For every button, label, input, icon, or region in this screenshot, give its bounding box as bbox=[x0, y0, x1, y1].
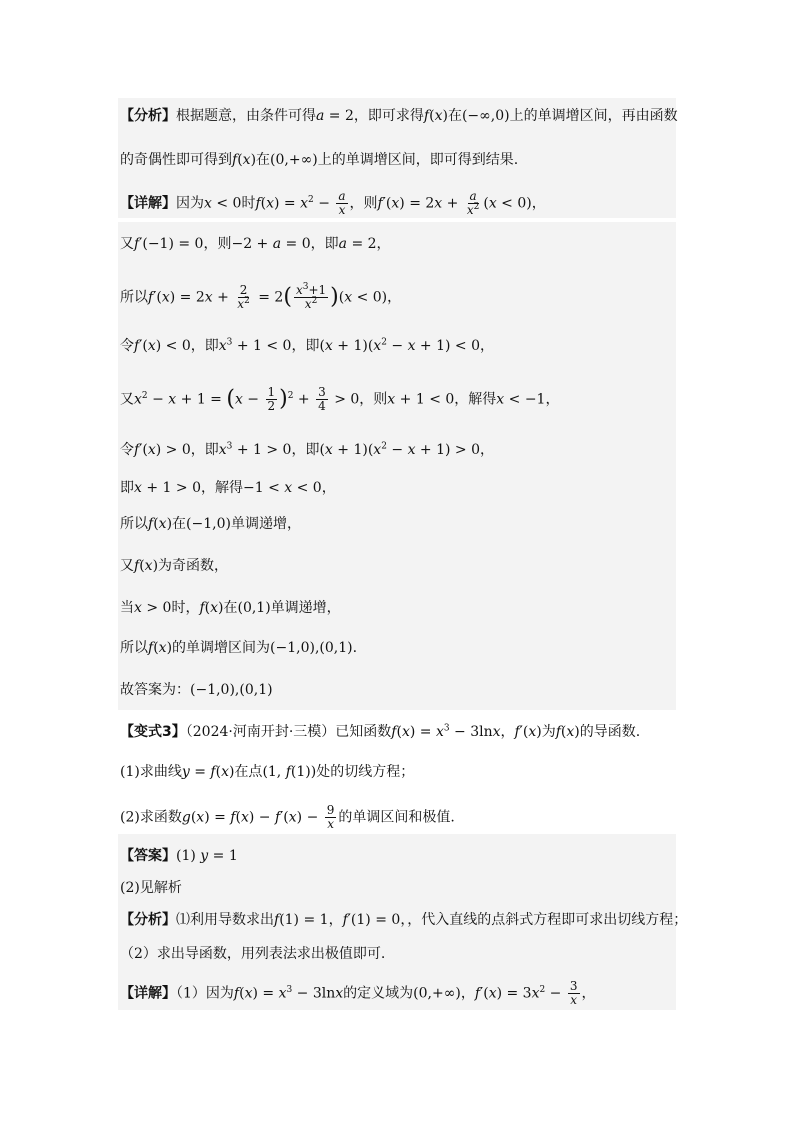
question-text: 的单调区间和极值. bbox=[338, 809, 455, 826]
step-text: 又 bbox=[120, 558, 134, 574]
step-text: 时， bbox=[171, 600, 200, 616]
math: f bbox=[423, 108, 430, 124]
fraction: $\frac{a}{x}$ bbox=[338, 189, 346, 217]
variant3-line: 【变式3】（2024·河南开封·三模）已知函数$f(x) = x^3 - 3\ln x$，f′(x)为f(x)的导函数. bbox=[120, 723, 641, 740]
variant3-text: 已知函数 bbox=[335, 724, 392, 740]
analysis-text: 在 bbox=[256, 152, 271, 168]
step-text: 单调递增， bbox=[270, 600, 341, 616]
step-text: 又 bbox=[120, 391, 134, 408]
answer-line-2 bbox=[120, 878, 678, 898]
detail-text: ，则 bbox=[349, 195, 378, 212]
step-line-10: 所以f(x)的单调增区间为(−1,0),(0,1). bbox=[120, 640, 358, 656]
detail2-text: ， bbox=[460, 985, 475, 1002]
analysis-text: 上的单调增区间，再由函数 bbox=[509, 108, 678, 124]
analysis-text: 的奇偶性即可得到 bbox=[120, 152, 232, 168]
step-text: ，即 bbox=[291, 442, 320, 458]
detail-line-1: 【详解】因为x < 0时$f(x) = x^2$ − $\frac{a}{x}$ ，则f′(x) = 2x + $\frac{a}{x^2}$ (x < 0)， bbox=[120, 189, 546, 217]
detail-text: 时 bbox=[241, 195, 256, 212]
variant3-text: ， bbox=[500, 724, 515, 740]
answer-label: 【答案】 bbox=[120, 848, 176, 864]
step-line-8: 又f(x)为奇函数， bbox=[120, 558, 229, 574]
analysis2-line-1: 【分析】⑴利用导数求出f(1) = 1，f′(1) = 0，，代入直线的点斜式方程即可求出切线方程； bbox=[120, 912, 688, 928]
detail2-line: 【详解】（1）因为$f(x) = x^3 - 3\ln x$的定义域为(0,+∞)，$f'(x) = 3x^2$ − $\frac{3}{x}$ ， bbox=[120, 979, 596, 1007]
question-text: 在点 bbox=[234, 764, 263, 780]
step-text: ，则 bbox=[359, 391, 388, 408]
step-line-7: 所以f(x)在(−1,0)单调递增， bbox=[120, 516, 301, 532]
variant3-text: 为 bbox=[541, 724, 556, 740]
step-text: ，即 bbox=[310, 236, 339, 252]
analysis2-text: ， bbox=[328, 912, 343, 928]
analysis2-text: ，，代入直线的点斜式方程即可求出切线方程； bbox=[400, 912, 688, 928]
variant3-source: （2024·河南开封·三模） bbox=[185, 724, 336, 740]
analysis-line-2: 的奇偶性即可得到f(x)在(0,+∞)上的单调增区间，即可得到结果. bbox=[120, 152, 519, 168]
fraction: $\frac{3}{x}$ bbox=[569, 979, 578, 1007]
math: a bbox=[316, 108, 325, 124]
step-text: 在 bbox=[223, 600, 238, 616]
fraction: $\frac{3}{4}$ bbox=[318, 385, 326, 413]
analysis2-text: （2）求出导函数，用列表法求出极值即可. bbox=[120, 946, 386, 962]
analysis2-text: ⑴利用导数求出 bbox=[176, 912, 274, 928]
step-text: 又 bbox=[120, 236, 134, 252]
step-text: ，解得 bbox=[200, 480, 243, 496]
step-text: ，即 bbox=[291, 338, 320, 354]
answer-text: (2)见解析 bbox=[120, 880, 182, 896]
question-1: (1)求曲线y = f(x)在点(1, f(1))处的切线方程； bbox=[120, 764, 415, 780]
detail2-label: 【详解】 bbox=[120, 985, 176, 1002]
step-text: ，则 bbox=[203, 236, 232, 252]
analysis2-line-2 bbox=[120, 944, 678, 964]
step-text: 当 bbox=[120, 600, 134, 616]
step-line-2: 所以f′(x) = 2x + $\frac{2}{x^2}$ = 2( $\frac{x^3+1}{x^2}$ )(x < 0)， bbox=[120, 282, 402, 311]
analysis-text: 上的单调增区间，即可得到结果. bbox=[317, 152, 519, 168]
step-text: 所以 bbox=[120, 516, 148, 532]
detail2-text: ， bbox=[581, 985, 596, 1002]
math: f bbox=[232, 152, 238, 168]
fraction: $\frac{9}{x}$ bbox=[326, 803, 335, 831]
question-2: (2)求函数g(x) = f(x) − f′(x) − $\frac{9}{x}$ 的单调区间和极值. bbox=[120, 803, 455, 831]
analysis2-label: 【分析】 bbox=[120, 912, 176, 928]
step-text: ，解得 bbox=[454, 391, 497, 408]
fraction: $\frac{1}{2}$ bbox=[267, 385, 276, 413]
step-text: 的单调增区间为 bbox=[172, 640, 271, 656]
step-line-6: 即x + 1 > 0，解得−1 < x < 0， bbox=[120, 480, 336, 496]
question-text: (2)求函数 bbox=[120, 809, 182, 826]
analysis-line-1: 【分析】根据题意，由条件可得a = 2，即可求得f(x)在(−∞,0)上的单调增区间，再由函数 bbox=[120, 108, 678, 124]
step-text: 所以 bbox=[120, 640, 148, 656]
step-line-4: 又$x^2 - x + 1 = (x$ − $\frac{1}{2}$ )$^2$ + $\frac{3}{4}$ > 0，则x + 1 < 0，解得x < −1， bbox=[120, 385, 560, 413]
step-line-3: 令f′(x) < 0，即$x^3 + 1 < 0$，即$(x + 1)(x^2 - x + 1) < 0$， bbox=[120, 337, 495, 354]
step-text: ，即 bbox=[190, 338, 219, 354]
step-text: 令 bbox=[120, 338, 134, 354]
analysis-text: ，即可求得 bbox=[353, 108, 424, 124]
answer-line-1: 【答案】(1) y = 1 bbox=[120, 848, 238, 864]
step-line-11: 故答案为：(−1,0),(0,1) bbox=[120, 682, 273, 698]
variant3-label: 【变式3】 bbox=[120, 724, 186, 740]
detail2-text: （1）因为 bbox=[176, 985, 234, 1002]
analysis-text: 根据题意，由条件可得 bbox=[176, 108, 316, 124]
step-text: ，即 bbox=[190, 442, 219, 458]
step-text: 令 bbox=[120, 442, 134, 458]
step-line-9: 当x > 0时，f(x)在(0,1)单调递增， bbox=[120, 600, 341, 616]
step-text: 故答案为： bbox=[120, 682, 190, 698]
detail-label: 【详解】 bbox=[120, 195, 176, 212]
question-text: 处的切线方程； bbox=[316, 764, 415, 780]
step-text: 为奇函数， bbox=[158, 558, 229, 574]
step-text: 所以 bbox=[120, 289, 148, 306]
detail2-text: 的定义域为 bbox=[343, 985, 414, 1002]
variant3-text: 的导函数. bbox=[579, 724, 641, 740]
step-text: 在 bbox=[172, 516, 187, 532]
fraction: $\frac{2}{x^2}$ bbox=[237, 283, 250, 311]
answer-text: (1) bbox=[176, 848, 196, 864]
analysis-text: 在 bbox=[447, 108, 462, 124]
fraction: $\frac{x^3+1}{x^2}$ bbox=[295, 282, 327, 311]
step-line-1: 又f′(−1) = 0，则−2 + a = 0，即a = 2， bbox=[120, 236, 391, 252]
step-text: 单调递增， bbox=[230, 516, 301, 532]
question-text: (1)求曲线 bbox=[120, 764, 182, 780]
fraction: $\frac{a}{x^2}$ bbox=[466, 189, 480, 217]
analysis-label: 【分析】 bbox=[120, 108, 176, 124]
step-line-5: 令f′(x) > 0，即$x^3 + 1 > 0$，即$(x + 1)(x^2 - x + 1) > 0$， bbox=[120, 441, 495, 458]
step-text: 即 bbox=[120, 480, 134, 496]
detail-text: 因为 bbox=[176, 195, 204, 212]
